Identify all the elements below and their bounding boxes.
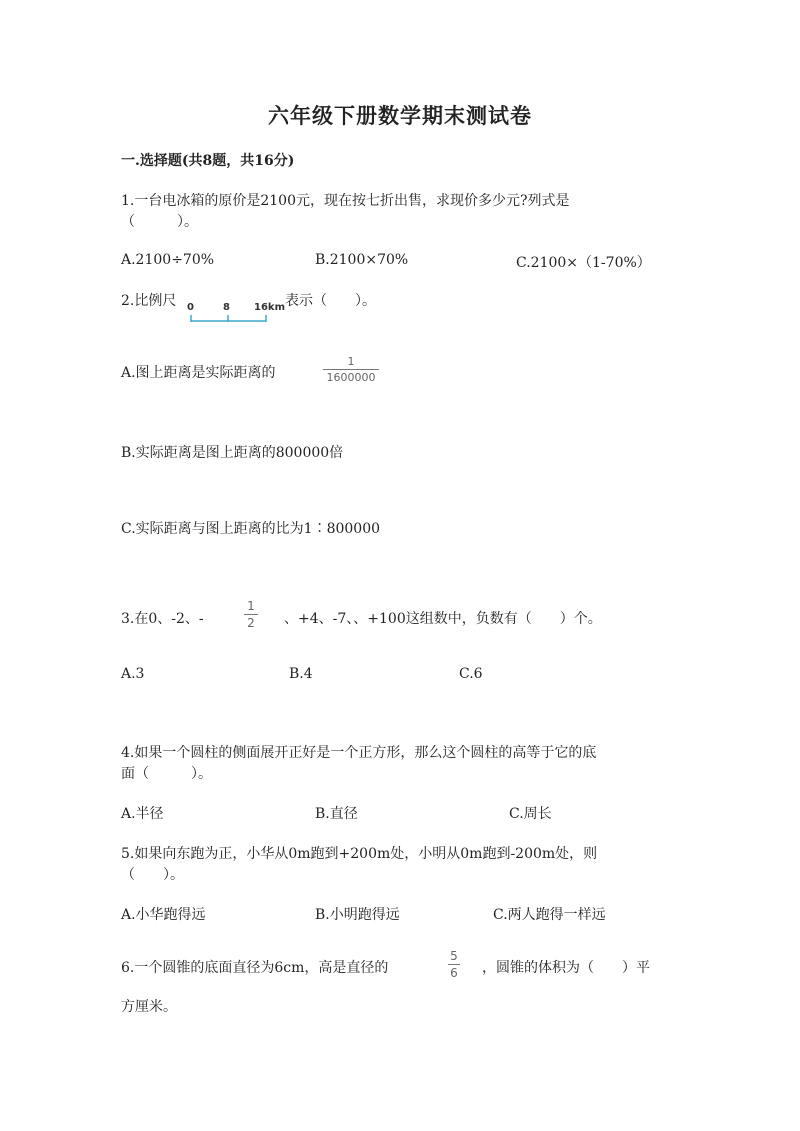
scale-label-16km: 16km: [254, 302, 285, 313]
question-6-prefix: 6.一个圆锥的底面直径为6cm，高是直径的: [121, 960, 389, 976]
question-5-line-1: 5.如果向东跑为正，小华从0m跑到+200m处，小明从0m跑到-200m处，则: [121, 846, 598, 862]
question-1-line-2: （ ）。: [121, 214, 198, 230]
question-3-suffix: 、+4、-7、、+100这组数中，负数有（ ）个。: [284, 611, 602, 627]
question-1-option-c: C.2100×（1-70%）: [516, 255, 651, 271]
fraction-denominator: 6: [450, 966, 458, 980]
question-1-option-b: B.2100×70%: [315, 252, 409, 268]
question-2-option-c: C.实际距离与图上距离的比为1∶800000: [121, 521, 381, 537]
question-6-line-2: 方厘米。: [121, 999, 177, 1015]
question-4-option-c: C.周长: [509, 806, 552, 822]
question-3-option-a: A.3: [121, 666, 145, 682]
fraction-denominator: 1600000: [326, 371, 376, 384]
question-5-option-a: A.小华跑得远: [121, 907, 206, 923]
fraction-denominator: 2: [247, 616, 255, 630]
question-3-prefix: 3.在0、-2、-: [121, 611, 204, 627]
question-4-option-b: B.直径: [315, 806, 358, 822]
fraction-bar: [448, 964, 460, 965]
scale-label-8: 8: [223, 302, 230, 313]
question-5-option-b: B.小明跑得远: [315, 907, 400, 923]
scale-ruler-graphic: [186, 302, 286, 326]
fraction-numerator: 1: [347, 355, 355, 368]
fraction-numerator: 5: [450, 949, 458, 963]
question-1-line-1: 1.一台电冰箱的原价是2100元，现在按七折出售，求现价多少元?列式是: [121, 193, 570, 209]
question-2-option-b: B.实际距离是图上距离的800000倍: [121, 445, 344, 461]
question-3-option-b: B.4: [289, 666, 313, 682]
question-4-option-a: A.半径: [121, 806, 164, 822]
question-2-option-a: A.图上距离是实际距离的: [121, 365, 276, 381]
page-title: 六年级下册数学期末测试卷: [268, 103, 532, 128]
question-2-suffix: 表示（ ）。: [285, 293, 376, 309]
question-4-line-2: 面（ ）。: [121, 766, 212, 782]
scale-bar: [186, 302, 286, 326]
question-6-suffix: ，圆锥的体积为（ ）平: [482, 960, 650, 976]
question-3-option-c: C.6: [459, 666, 483, 682]
fraction-5-6: [448, 950, 460, 979]
fraction-1-1600000: [323, 356, 379, 383]
fraction-bar: [244, 614, 258, 615]
question-5-option-c: C.两人跑得一样远: [493, 907, 606, 923]
question-1-option-a: A.2100÷70%: [121, 252, 215, 268]
question-2-prefix: 2.比例尺: [121, 293, 177, 309]
fraction-numerator: 1: [247, 599, 255, 613]
section-heading: 一.选择题(共8题，共16分): [121, 153, 295, 169]
scale-label-0: 0: [187, 302, 194, 313]
fraction-bar: [323, 369, 379, 370]
fraction-1-2: [244, 600, 258, 629]
question-4-line-1: 4.如果一个圆柱的侧面展开正好是一个正方形，那么这个圆柱的高等于它的底: [121, 745, 597, 761]
question-5-line-2: （ ）。: [121, 867, 184, 883]
